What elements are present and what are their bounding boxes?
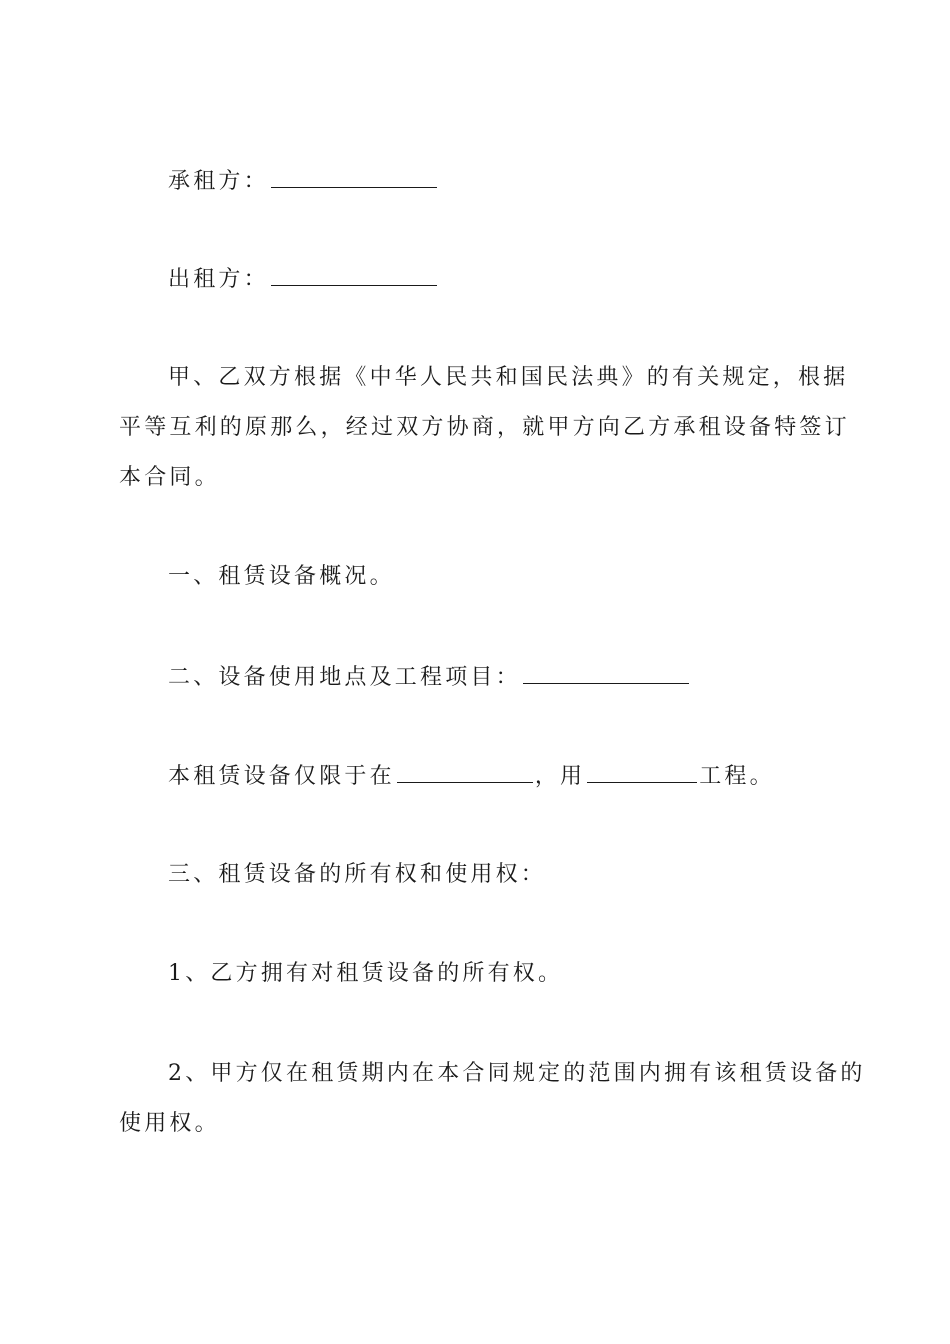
clause1: 1、乙方拥有对租赁设备的所有权。	[168, 961, 564, 986]
usage-suffix: 工程。	[699, 764, 775, 789]
intro-line-2: 平等互利的原那么，经过双方协商，就甲方向乙方承租设备特签订	[119, 415, 850, 440]
lessor-label: 出租方：	[168, 267, 269, 292]
project-blank	[523, 663, 689, 684]
lessee-label: 承租方：	[168, 169, 269, 194]
usage-line	[168, 762, 775, 791]
section2-line	[168, 663, 691, 692]
usage-prefix: 本租赁设备仅限于在	[168, 764, 395, 789]
section2-heading: 二、设备使用地点及工程项目：	[168, 665, 521, 690]
usage-middle: ，用	[534, 764, 586, 789]
section1-heading: 一、租赁设备概况。	[168, 564, 395, 589]
clause2-line-1: 2、甲方仅在租赁期内在本合同规定的范围内拥有该租赁设备的	[168, 1061, 866, 1086]
lessee-blank	[271, 167, 437, 188]
section3-heading: 三、租赁设备的所有权和使用权：	[168, 862, 547, 887]
clause2-line-2: 使用权。	[119, 1111, 220, 1136]
location-blank	[397, 762, 533, 783]
intro-line-3: 本合同。	[119, 465, 220, 490]
lessor-line	[168, 265, 439, 294]
lessor-blank	[271, 265, 437, 286]
lessee-line	[168, 167, 439, 196]
intro-line-1: 甲、乙双方根据《中华人民共和国民法典》的有关规定，根据	[168, 365, 849, 390]
purpose-blank	[587, 762, 697, 783]
